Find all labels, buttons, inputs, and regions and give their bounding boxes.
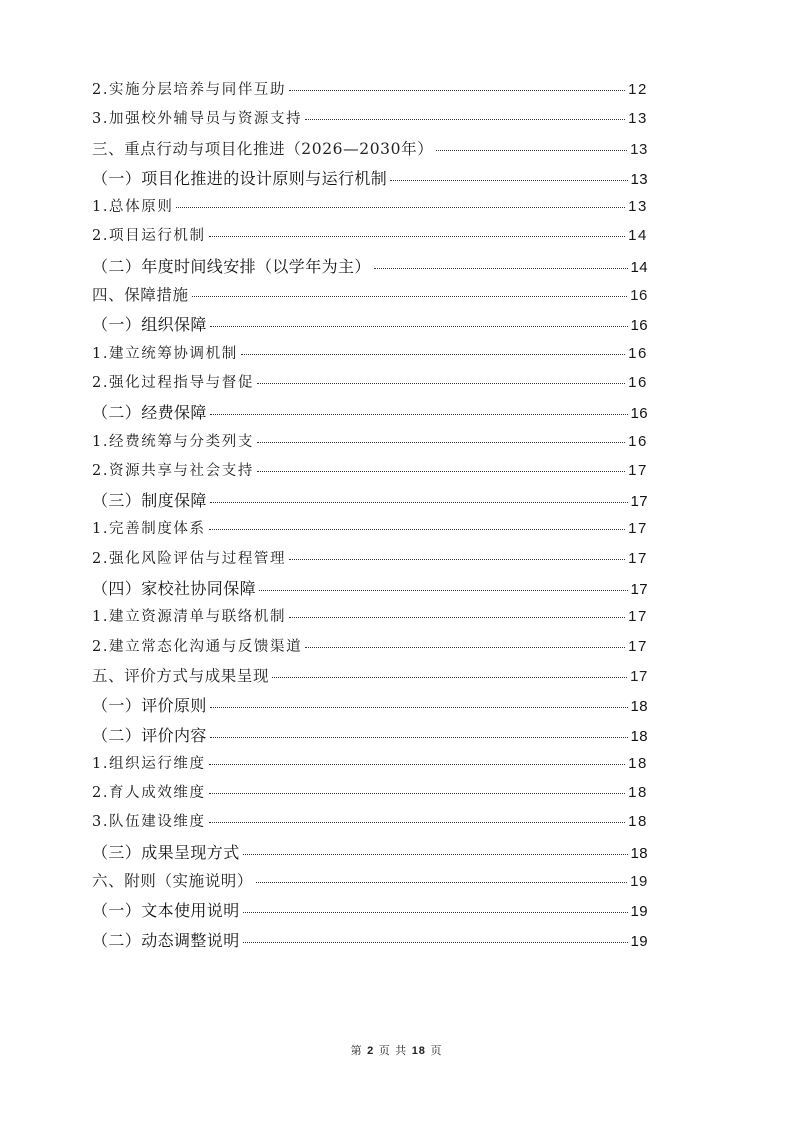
toc-entry-label: （三）制度保障 — [92, 491, 207, 511]
toc-dot-leader — [210, 326, 628, 327]
toc-dot-leader — [209, 236, 625, 237]
toc-dot-leader — [209, 793, 625, 794]
toc-dot-leader — [305, 647, 625, 648]
toc-entry-label: （一）评价原则 — [92, 696, 207, 716]
toc-entry-page-number: 16 — [630, 317, 648, 335]
toc-dot-leader — [210, 707, 628, 708]
toc-entry[interactable] — [92, 605, 648, 634]
toc-entry-label: 2.项目运行机制 — [92, 228, 206, 245]
toc-dot-leader — [243, 912, 628, 913]
toc-entry-page-number: 17 — [630, 581, 648, 599]
toc-dot-leader — [436, 150, 627, 151]
toc-entry-label: 四、保障措施 — [92, 286, 189, 305]
toc-entry-label: （二）评价内容 — [92, 725, 207, 745]
toc-entry-page-number: 18 — [630, 727, 648, 745]
toc-entry-label: 1.建立统筹协调机制 — [92, 345, 238, 362]
footer-middle: 页 共 — [378, 1044, 408, 1057]
toc-entry[interactable] — [92, 810, 648, 839]
toc-entry-page-number: 17 — [628, 549, 648, 567]
toc-entry[interactable] — [92, 459, 648, 488]
toc-entry-label: 3.队伍建设维度 — [92, 814, 206, 831]
toc-entry-page-number: 18 — [628, 754, 648, 772]
toc-dot-leader — [256, 882, 627, 883]
toc-dot-leader — [289, 90, 625, 91]
page-footer — [0, 1042, 793, 1058]
toc-dot-leader — [241, 354, 625, 355]
toc-entry-label: 六、附则（实施说明） — [92, 872, 254, 891]
toc-entry-label: 2.强化过程指导与督促 — [92, 374, 254, 391]
toc-entry[interactable] — [92, 869, 648, 898]
toc-dot-leader — [210, 502, 628, 503]
toc-entry-page-number: 17 — [628, 520, 648, 538]
toc-entry[interactable] — [92, 312, 648, 341]
toc-dot-leader — [259, 590, 627, 591]
toc-entry-page-number: 13 — [628, 110, 648, 128]
toc-dot-leader — [192, 296, 628, 297]
toc-entry-page-number: 17 — [630, 493, 648, 511]
toc-entry[interactable] — [92, 488, 648, 517]
table-of-contents — [92, 78, 648, 957]
toc-entry-page-number: 14 — [630, 258, 648, 276]
toc-entry-page-number: 17 — [628, 637, 648, 655]
toc-entry-label: （二）经费保障 — [92, 403, 207, 423]
toc-dot-leader — [243, 942, 628, 943]
toc-entry[interactable] — [92, 547, 648, 576]
toc-dot-leader — [243, 854, 628, 855]
toc-entry-label: 1.建立资源清单与联络机制 — [92, 609, 287, 626]
toc-entry-page-number: 13 — [630, 140, 648, 158]
toc-entry-page-number: 16 — [628, 373, 648, 391]
toc-entry-page-number: 17 — [628, 461, 648, 479]
toc-dot-leader — [209, 822, 625, 823]
toc-dot-leader — [176, 207, 625, 208]
toc-dot-leader — [289, 559, 625, 560]
toc-entry-page-number: 18 — [630, 698, 648, 716]
toc-entry-label: （一）组织保障 — [92, 315, 207, 335]
toc-entry-label: （二）动态调整说明 — [92, 930, 240, 950]
toc-entry-page-number: 19 — [630, 873, 648, 891]
toc-entry-page-number: 18 — [628, 784, 648, 802]
toc-entry-page-number: 16 — [628, 344, 648, 362]
toc-entry-label: （一）文本使用说明 — [92, 901, 240, 921]
footer-current-page: 2 — [367, 1045, 375, 1057]
footer-suffix: 页 — [430, 1044, 443, 1057]
toc-entry-label: （二）年度时间线安排（以学年为主） — [92, 256, 371, 276]
toc-entry[interactable] — [92, 781, 648, 810]
toc-entry[interactable] — [92, 166, 648, 195]
toc-entry-page-number: 12 — [628, 81, 648, 98]
toc-dot-leader — [390, 180, 627, 181]
toc-entry[interactable] — [92, 723, 648, 752]
toc-entry[interactable] — [92, 840, 648, 869]
toc-entry-label: 2.建立常态化沟通与反馈渠道 — [92, 638, 303, 655]
toc-entry[interactable] — [92, 254, 648, 283]
toc-entry[interactable] — [92, 342, 648, 371]
toc-entry-page-number: 19 — [630, 932, 648, 950]
toc-dot-leader — [257, 383, 625, 384]
toc-entry[interactable] — [92, 898, 648, 927]
toc-entry[interactable] — [92, 576, 648, 605]
toc-entry[interactable] — [92, 693, 648, 722]
toc-entry[interactable] — [92, 371, 648, 400]
toc-entry[interactable] — [92, 107, 648, 136]
toc-entry-label: 2.实施分层培养与同伴互助 — [92, 82, 287, 98]
toc-dot-leader — [374, 268, 628, 269]
toc-entry[interactable] — [92, 78, 648, 107]
toc-dot-leader — [209, 529, 625, 530]
toc-entry-page-number: 19 — [630, 903, 648, 921]
footer-total-pages: 18 — [411, 1045, 426, 1057]
toc-entry-label: 3.加强校外辅导员与资源支持 — [92, 111, 303, 128]
toc-dot-leader — [210, 737, 628, 738]
toc-entry[interactable] — [92, 283, 648, 312]
toc-entry-label: 三、重点行动与项目化推进（2026—2030年） — [92, 139, 434, 158]
toc-dot-leader — [210, 414, 628, 415]
toc-entry[interactable] — [92, 664, 648, 693]
toc-dot-leader — [257, 471, 625, 472]
toc-entry-page-number: 16 — [630, 287, 648, 305]
toc-entry-label: （四）家校社协同保障 — [92, 579, 257, 599]
toc-entry-page-number: 16 — [628, 432, 648, 450]
toc-entry-page-number: 18 — [630, 844, 648, 862]
toc-dot-leader — [257, 442, 625, 443]
toc-entry-page-number: 14 — [628, 227, 648, 245]
toc-entry-page-number: 13 — [630, 170, 648, 188]
toc-entry-label: （一）项目化推进的设计原则与运行机制 — [92, 168, 388, 188]
toc-entry-page-number: 13 — [628, 198, 648, 216]
toc-entry-label: 2.育人成效维度 — [92, 785, 206, 802]
footer-prefix: 第 — [350, 1044, 363, 1057]
toc-entry[interactable] — [92, 517, 648, 546]
toc-entry-label: 1.经费统筹与分类列支 — [92, 433, 254, 450]
toc-entry-page-number: 17 — [630, 667, 648, 685]
toc-entry-page-number: 16 — [630, 405, 648, 423]
toc-entry-label: 1.总体原则 — [92, 199, 174, 216]
toc-dot-leader — [209, 764, 625, 765]
toc-entry[interactable] — [92, 928, 648, 957]
toc-entry-label: 2.强化风险评估与过程管理 — [92, 550, 287, 567]
toc-entry[interactable] — [92, 224, 648, 253]
toc-entry[interactable] — [92, 752, 648, 781]
toc-entry-label: （三）成果呈现方式 — [92, 842, 240, 862]
toc-entry[interactable] — [92, 430, 648, 459]
toc-entry-label: 2.资源共享与社会支持 — [92, 462, 254, 479]
toc-entry[interactable] — [92, 137, 648, 166]
toc-dot-leader — [305, 119, 625, 120]
toc-entry-label: 1.完善制度体系 — [92, 521, 206, 538]
toc-entry[interactable] — [92, 635, 648, 664]
toc-entry-page-number: 17 — [628, 608, 648, 626]
toc-dot-leader — [289, 617, 625, 618]
toc-entry-label: 五、评价方式与成果呈现 — [92, 666, 270, 685]
toc-entry-page-number: 18 — [628, 813, 648, 831]
toc-entry-label: 1.组织运行维度 — [92, 755, 206, 772]
toc-entry[interactable] — [92, 195, 648, 224]
toc-dot-leader — [272, 677, 627, 678]
toc-entry[interactable] — [92, 400, 648, 429]
